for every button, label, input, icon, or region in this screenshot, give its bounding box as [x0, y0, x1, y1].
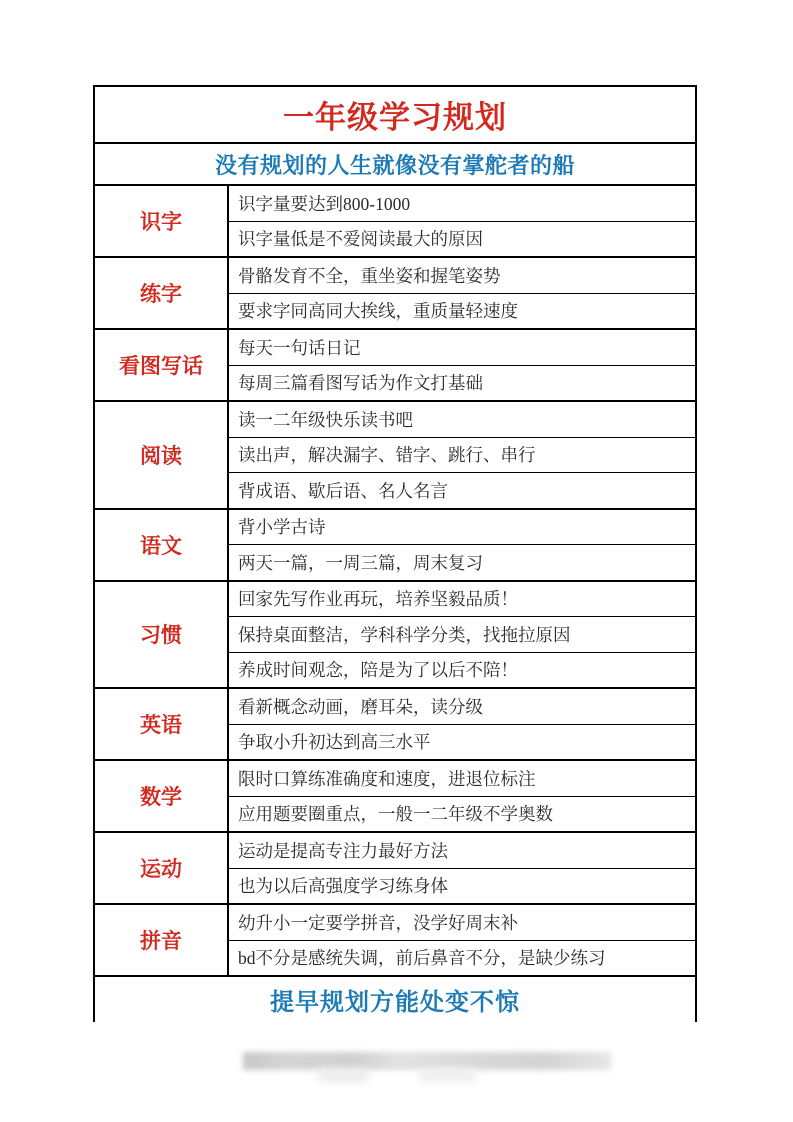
- category-items: [229, 833, 695, 903]
- plan-item-text: 识字量要达到800-1000: [238, 193, 411, 214]
- plan-item-text: 争取小升初达到高三水平: [238, 732, 431, 753]
- plan-item-row: [229, 258, 695, 293]
- plan-item-text: 背小学古诗: [238, 517, 326, 538]
- category-group: [95, 328, 695, 400]
- category-items: [229, 402, 695, 508]
- category-label: 练字: [140, 283, 182, 306]
- category-label: 语文: [140, 534, 182, 558]
- category-items: [229, 510, 695, 580]
- study-plan-table: [93, 85, 697, 1022]
- plan-item-text: 每天一句话日记: [238, 337, 361, 358]
- category-cell: [95, 186, 229, 256]
- plan-item-text: 应用题要圈重点，一般一二年级不学奥数: [238, 804, 553, 825]
- category-group: [95, 580, 695, 688]
- plan-item-text: 每周三篇看图写话为作文打基础: [238, 373, 483, 394]
- category-group: [95, 256, 695, 328]
- category-label: 识字: [140, 211, 182, 234]
- category-items: [229, 258, 695, 328]
- category-group: [95, 759, 695, 831]
- plan-item-row: [229, 761, 695, 796]
- plan-item-text: 养成时间观念，陪是为了以后不陪！: [238, 660, 518, 681]
- category-cell: [95, 761, 229, 831]
- category-cell: [95, 330, 229, 400]
- title-row: [95, 87, 695, 144]
- plan-item-text: bd不分是感统失调，前后鼻音不分，是缺少练习: [238, 948, 606, 969]
- category-items: [229, 689, 695, 759]
- footer-slogan: 提早规划方能处变不惊: [270, 989, 520, 1016]
- category-group: [95, 687, 695, 759]
- plan-item-row: [229, 868, 695, 904]
- subtitle-text: 没有规划的人生就像没有掌舵者的船: [214, 152, 575, 178]
- plan-item-text: 运动是提高专注力最好方法: [238, 840, 448, 861]
- plan-item-row: [229, 437, 695, 473]
- plan-item-row: [229, 293, 695, 329]
- category-label: 看图写话: [119, 355, 203, 378]
- redacted-watermark-fragment: [318, 1068, 368, 1082]
- plan-item-text: 限时口算练准确度和速度，进退位标注: [238, 768, 536, 789]
- category-label: 数学: [140, 786, 182, 809]
- page-title: 一年级学习规划: [283, 100, 507, 135]
- plan-item-row: [229, 186, 695, 221]
- subtitle-row: [95, 144, 695, 186]
- category-items: [229, 582, 695, 688]
- category-cell: [95, 689, 229, 759]
- category-groups: [95, 186, 695, 975]
- category-items: [229, 905, 695, 975]
- plan-item-row: [229, 940, 695, 976]
- plan-item-text: 读出声，解决漏字、错字、跳行、串行: [238, 445, 536, 466]
- category-cell: [95, 905, 229, 975]
- category-cell: [95, 510, 229, 580]
- plan-item-row: [229, 796, 695, 832]
- plan-item-row: [229, 724, 695, 760]
- plan-item-text: 两天一篇，一周三篇，周末复习: [238, 552, 483, 573]
- category-label: 习惯: [140, 624, 182, 648]
- plan-item-row: [229, 616, 695, 652]
- category-items: [229, 761, 695, 831]
- plan-item-text: 也为以后高强度学习练身体: [238, 876, 448, 897]
- plan-item-text: 保持桌面整洁，学科科学分类，找拖拉原因: [238, 624, 571, 645]
- redacted-watermark-fragment: [420, 1068, 475, 1082]
- category-cell: [95, 258, 229, 328]
- category-group: [95, 186, 695, 256]
- category-cell: [95, 402, 229, 508]
- plan-item-text: 幼升小一定要学拼音，没学好周末补: [238, 912, 518, 933]
- plan-item-row: [229, 221, 695, 257]
- plan-item-text: 要求字同高同大挨线，重质量轻速度: [238, 301, 518, 322]
- plan-item-row: [229, 582, 695, 617]
- plan-item-row: [229, 689, 695, 724]
- category-label: 运动: [140, 858, 182, 881]
- plan-item-text: 骨骼发育不全，重坐姿和握笔姿势: [238, 265, 501, 286]
- plan-item-row: [229, 833, 695, 868]
- category-items: [229, 186, 695, 256]
- category-group: [95, 903, 695, 975]
- plan-item-row: [229, 544, 695, 580]
- plan-item-row: [229, 330, 695, 365]
- plan-item-text: 背成语、歇后语、名人名言: [238, 480, 448, 501]
- category-label: 英语: [140, 714, 182, 737]
- plan-item-row: [229, 652, 695, 688]
- plan-item-text: 读一二年级快乐读书吧: [238, 409, 413, 430]
- category-label: 拼音: [140, 930, 182, 953]
- footer-row: [95, 975, 695, 1022]
- category-items: [229, 330, 695, 400]
- plan-item-row: [229, 510, 695, 545]
- plan-item-text: 看新概念动画，磨耳朵，读分级: [238, 696, 483, 717]
- plan-item-row: [229, 402, 695, 437]
- category-label: 阅读: [140, 444, 182, 468]
- plan-item-row: [229, 365, 695, 401]
- plan-item-row: [229, 905, 695, 940]
- plan-item-row: [229, 472, 695, 508]
- plan-item-text: 识字量低是不爱阅读最大的原因: [238, 229, 483, 250]
- category-group: [95, 400, 695, 508]
- plan-item-text: 回家先写作业再玩，培养坚毅品质！: [238, 589, 518, 610]
- category-cell: [95, 582, 229, 688]
- category-group: [95, 831, 695, 903]
- category-group: [95, 508, 695, 580]
- category-cell: [95, 833, 229, 903]
